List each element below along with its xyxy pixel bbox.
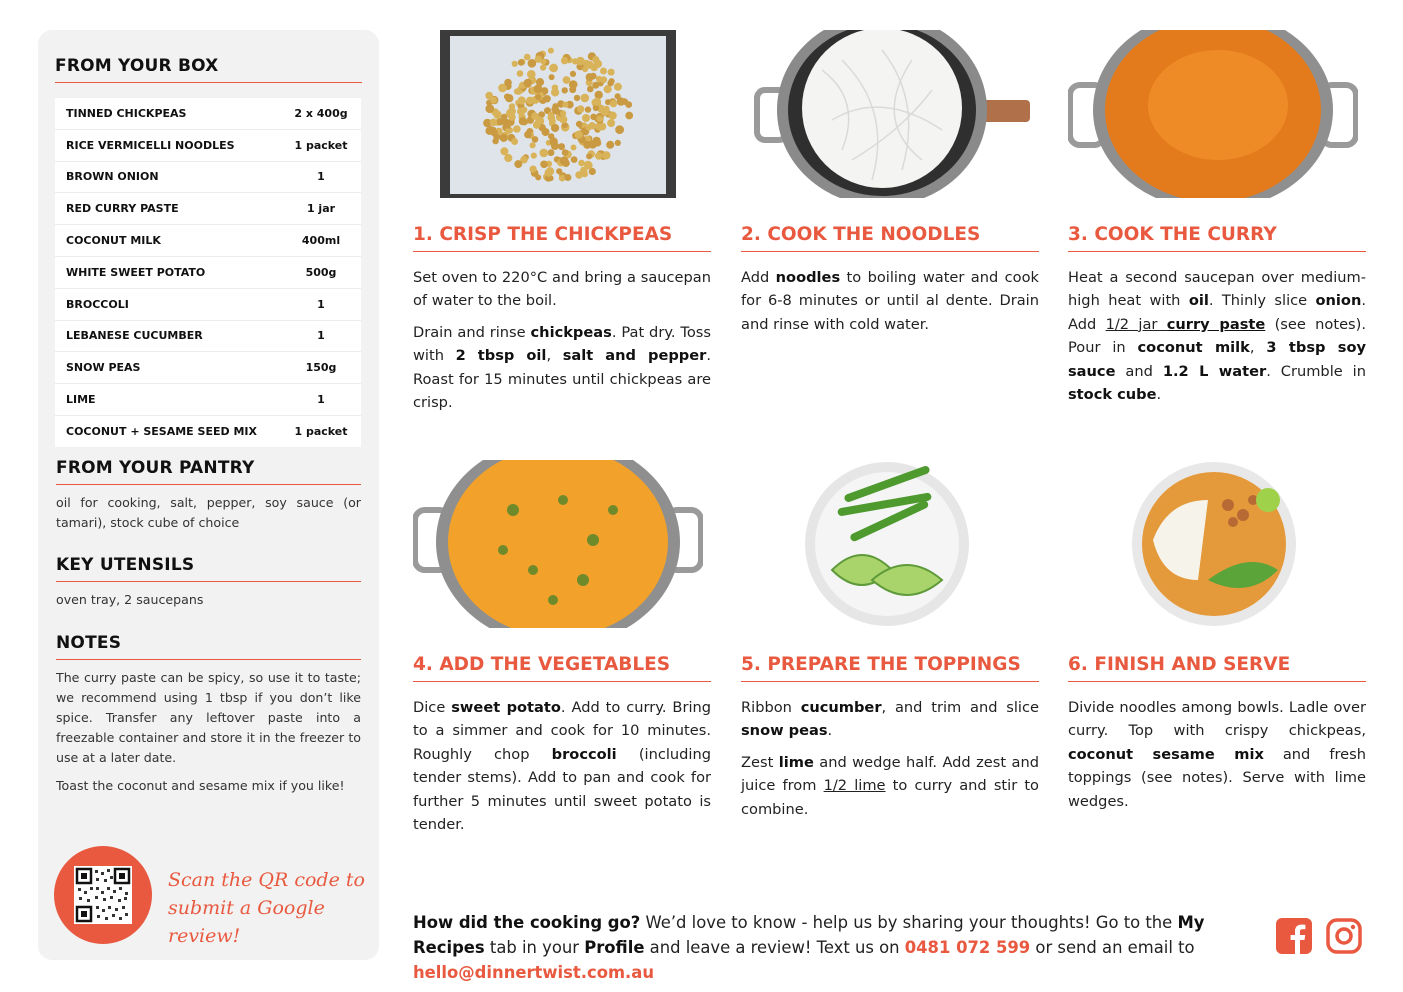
ingredient-qty: 1 packet xyxy=(294,424,348,438)
ingredient-name: BROCCOLI xyxy=(66,297,129,311)
feedback-footer xyxy=(413,910,1263,985)
step2-text xyxy=(741,266,1039,344)
ingredient-name: SNOW PEAS xyxy=(66,361,141,375)
qr-badge xyxy=(54,846,152,944)
qr-caption-line: Scan the QR code to xyxy=(168,869,365,891)
table-row xyxy=(55,225,361,257)
footer-text: and leave a review! Text us on xyxy=(644,938,905,957)
step6-image xyxy=(1128,460,1300,628)
from-your-box-title: FROM YOUR BOX xyxy=(55,56,362,83)
step5-text xyxy=(741,696,1039,829)
ingredient-qty: 1 xyxy=(317,297,325,311)
ingredient-name: LIME xyxy=(66,393,96,407)
table-row xyxy=(55,130,361,162)
step4-text xyxy=(413,696,711,844)
footer-question: How did the cooking go? xyxy=(413,913,641,932)
table-row xyxy=(55,193,361,225)
step4-title: 4. ADD THE VEGETABLES xyxy=(413,654,711,682)
footer-text: or send an email to xyxy=(1030,938,1195,957)
step5-image xyxy=(802,460,972,628)
ingredient-name: COCONUT + SESAME SEED MIX xyxy=(66,424,257,438)
phone-link[interactable]: 0481 072 599 xyxy=(904,938,1031,957)
table-row xyxy=(55,289,361,321)
step-paragraph: Add noodles to boiling water and cook for 6-8 minutes or until al dente. Drain and rinse with cold water. xyxy=(741,269,1039,333)
ingredient-qty: 1 xyxy=(317,170,325,184)
ingredient-qty: 1 xyxy=(317,393,325,407)
notes-text xyxy=(56,668,361,804)
ingredient-name: RICE VERMICELLI NOODLES xyxy=(66,138,235,152)
my-recipes-label: My Recipes xyxy=(413,913,1205,957)
step1-text xyxy=(413,266,711,422)
sidebar xyxy=(38,30,379,960)
ingredient-qty: 500g xyxy=(305,265,337,279)
step2-title: 2. COOK THE NOODLES xyxy=(741,224,1039,252)
notes-paragraph: The curry paste can be spicy, so use it to taste; we recommend using 1 tbsp if you don’t like spice. Transfer any leftover paste into a freezable container and store it in the freezer to use at a later date. xyxy=(56,670,361,765)
step1-title: 1. CRISP THE CHICKPEAS xyxy=(413,224,711,252)
step-paragraph: Dice sweet potato. Add to curry. Bring to a simmer and cook for 10 minutes. Roughly chop broccoli (including tender stems). Add to pan and cook for further 5 minutes until sweet potato is tender. xyxy=(413,699,712,834)
ingredient-name: LEBANESE CUCUMBER xyxy=(66,329,203,343)
notes-paragraph: Toast the coconut and sesame mix if you like! xyxy=(56,778,345,793)
step2-image xyxy=(752,30,1032,198)
ingredient-qty: 1 jar xyxy=(306,202,336,216)
key-utensils-title: KEY UTENSILS xyxy=(56,555,361,582)
email-link[interactable]: hello@dinnertwist.com.au xyxy=(413,963,654,982)
qr-code-icon[interactable] xyxy=(74,866,132,924)
ingredient-qty: 400ml xyxy=(301,234,341,248)
table-row xyxy=(55,98,361,130)
utensils-text: oven tray, 2 saucepans xyxy=(56,592,204,607)
instagram-icon[interactable] xyxy=(1326,918,1362,954)
from-your-pantry-title: FROM YOUR PANTRY xyxy=(56,458,361,485)
table-row xyxy=(55,257,361,289)
ingredient-name: RED CURRY PASTE xyxy=(66,202,179,216)
table-row xyxy=(55,162,361,194)
ingredient-name: COCONUT MILK xyxy=(66,234,161,248)
profile-label: Profile xyxy=(584,938,645,957)
step-paragraph: Drain and rinse chickpeas. Pat dry. Toss with 2 tbsp oil, salt and pepper. Roast for 15 minutes until chickpeas are crisp. xyxy=(413,323,711,412)
step6-text xyxy=(1068,696,1366,821)
step3-image xyxy=(1068,30,1358,198)
step-paragraph: Heat a second saucepan over medium-high heat with oil. Thinly slice onion. Add 1/2 jar curry paste (see notes). Pour in coconut milk, 3 tbsp soy sauce and 1.2 L water. Crumble in stock cube. xyxy=(1068,269,1367,404)
qr-caption xyxy=(168,866,368,950)
step-paragraph: Set oven to 220°C and bring a saucepan of water to the boil. xyxy=(413,269,711,310)
step3-title: 3. COOK THE CURRY xyxy=(1068,224,1366,252)
step5-title: 5. PREPARE THE TOPPINGS xyxy=(741,654,1039,682)
table-row xyxy=(55,321,361,353)
ingredient-name: TINNED CHICKPEAS xyxy=(66,106,187,120)
notes-title: NOTES xyxy=(56,633,361,660)
step-paragraph: Ribbon cucumber, and trim and slice snow peas. xyxy=(741,699,1039,740)
footer-text: We’d love to know - help us by sharing your thoughts! Go to the xyxy=(640,913,1178,932)
table-row xyxy=(55,352,361,384)
footer-text: tab in your xyxy=(484,938,585,957)
step-paragraph: Divide noodles among bowls. Ladle over curry. Top with crispy chickpeas, coconut sesame mix and fresh toppings (see notes). Serve with lime wedges. xyxy=(1068,699,1366,810)
ingredient-qty: 1 xyxy=(317,329,325,343)
table-row xyxy=(55,384,361,416)
box-ingredients-table xyxy=(55,98,361,447)
step3-text xyxy=(1068,266,1366,414)
ingredient-name: BROWN ONION xyxy=(66,170,159,184)
step-paragraph: Zest lime and wedge half. Add zest and juice from 1/2 lime to curry and stir to combine. xyxy=(741,753,1039,818)
step4-image xyxy=(413,460,703,628)
facebook-icon[interactable] xyxy=(1276,918,1312,954)
ingredient-qty: 1 packet xyxy=(294,138,348,152)
ingredient-name: WHITE SWEET POTATO xyxy=(66,265,206,279)
table-row xyxy=(55,416,361,447)
step6-title: 6. FINISH AND SERVE xyxy=(1068,654,1366,682)
qr-caption-line: submit a Google review! xyxy=(168,897,325,947)
ingredient-qty: 2 x 400g xyxy=(294,106,348,120)
step1-image xyxy=(440,30,676,198)
ingredient-qty: 150g xyxy=(305,361,337,375)
pantry-text: oil for cooking, salt, pepper, soy sauce (or tamari), stock cube of choice xyxy=(56,495,361,530)
